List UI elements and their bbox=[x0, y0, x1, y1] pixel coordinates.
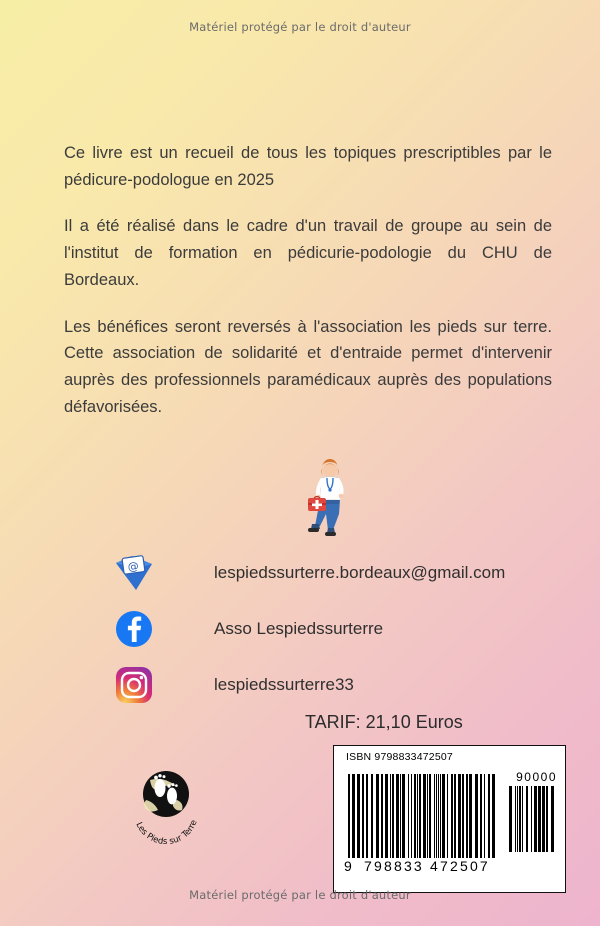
copyright-notice-bottom: Matériel protégé par le droit d'auteur bbox=[189, 888, 411, 902]
price-label: TARIF: 21,10 Euros bbox=[305, 712, 463, 732]
contact-email-label: lespiedssurterre.bordeaux@gmail.com bbox=[214, 563, 506, 582]
barcode-digit-first: 9 bbox=[344, 858, 353, 874]
blurb-paragraph-1: Ce livre est un recueil de tous les topiques prescriptibles par le pédicure-podologue en 2025 bbox=[64, 144, 552, 189]
email-icon bbox=[110, 549, 158, 597]
facebook-icon bbox=[110, 605, 158, 653]
podologist-illustration bbox=[290, 458, 370, 543]
association-logo bbox=[120, 762, 212, 854]
contact-row-email[interactable] bbox=[110, 545, 590, 601]
contact-list bbox=[110, 545, 590, 713]
barcode-bars-main bbox=[348, 774, 498, 858]
barcode-block bbox=[333, 745, 566, 893]
contact-facebook-label: Asso Lespiedssurterre bbox=[214, 619, 384, 638]
blurb-text bbox=[64, 140, 552, 420]
logo-caption: Les Pieds sur Terre bbox=[133, 818, 200, 848]
contact-row-facebook[interactable] bbox=[110, 601, 590, 657]
barcode-bar bbox=[554, 786, 555, 852]
contact-row-instagram[interactable] bbox=[110, 657, 590, 713]
svg-text:Les Pieds sur Terre bbox=[133, 819, 199, 847]
barcode-bar bbox=[495, 774, 498, 858]
barcode-side-code: 90000 bbox=[516, 770, 557, 784]
copyright-notice-top: Matériel protégé par le droit d'auteur bbox=[189, 20, 411, 34]
blurb-paragraph-2: Il a été réalisé dans le cadre d'un travail de groupe au sein de l'institut de formation en pédicurie-podologie du CHU de Bordeaux. bbox=[64, 217, 552, 289]
barcode-bars-side bbox=[509, 786, 555, 852]
barcode-digits-rest: 798833 472507 bbox=[364, 858, 490, 874]
blurb-paragraph-3: Les bénéfices seront reversés à l'association les pieds sur terre. Cette association de solidarité et d'entraide permet d'intervenir auprès des professionnels paramédicaux auprès des populations défavorisées. bbox=[64, 317, 552, 416]
svg-text:@: @ bbox=[126, 559, 140, 574]
instagram-icon bbox=[110, 661, 158, 709]
barcode-digits bbox=[344, 858, 510, 874]
contact-instagram-label: lespiedssurterre33 bbox=[214, 675, 354, 694]
isbn-label: ISBN 9798833472507 bbox=[346, 751, 453, 763]
